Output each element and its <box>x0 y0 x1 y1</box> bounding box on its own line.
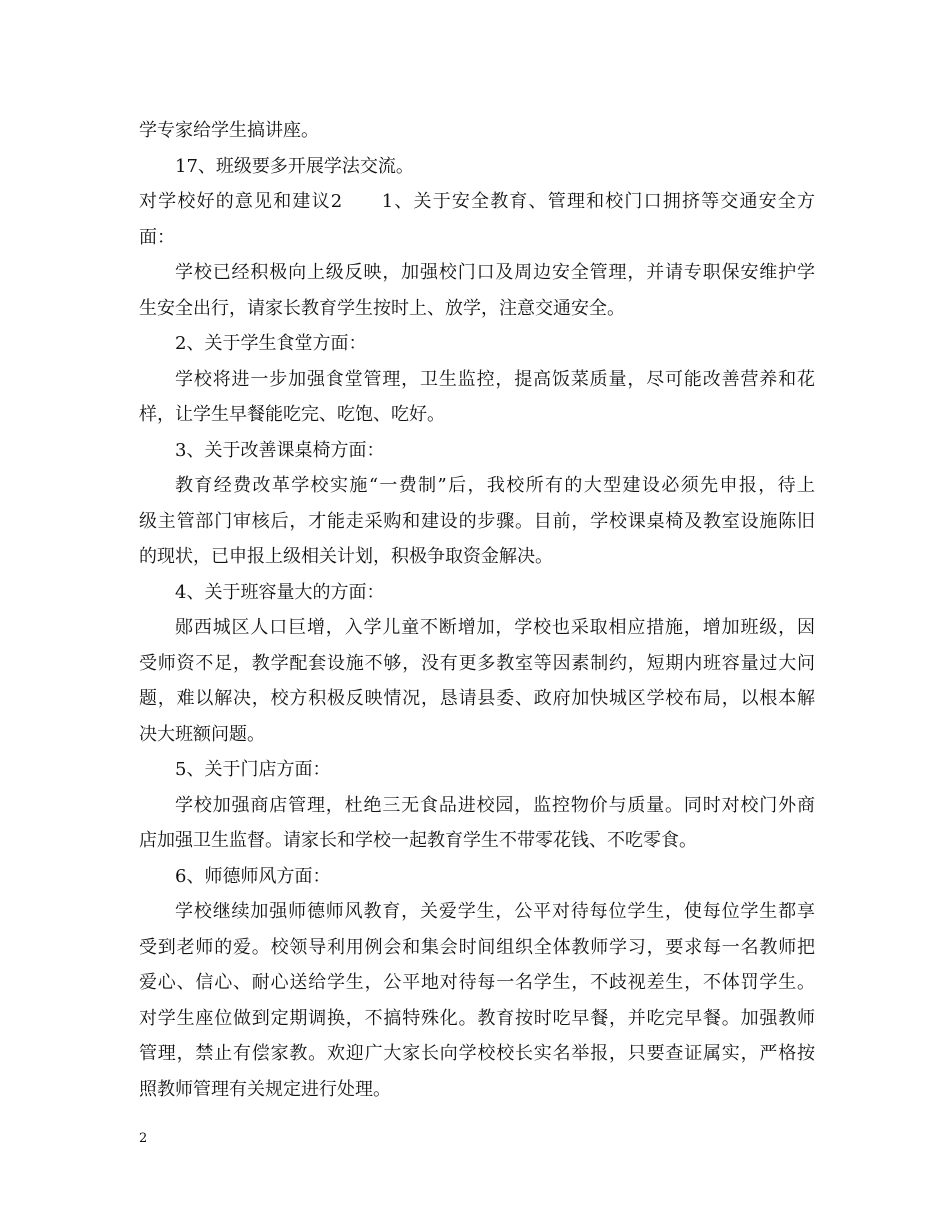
text-line: 学校继续加强师德师风教育，关爱学生，公平对待每位学生，使每位学生都享 <box>175 901 815 922</box>
text-line: 管理，禁止有偿家教。欢迎广大家长向学校校长实名举报，只要查证属实，严格按 <box>139 1043 815 1064</box>
text-line: 爱心、信心、耐心送给学生，公平地对待每一名学生，不歧视差生，不体罚学生。 <box>139 972 815 993</box>
text-line: 郧西城区人口巨增，入学儿童不断增加，学校也采取相应措施，增加班级，因 <box>175 617 815 638</box>
text-line: 受师资不足，教学配套设施不够，没有更多教室等因素制约，短期内班容量过大问 <box>139 652 815 674</box>
text-line: 级主管部门审核后，才能走采购和建设的步骤。目前，学校课桌椅及教室设施陈旧 <box>139 510 815 532</box>
text-line: 3、关于改善课桌椅方面： <box>175 439 385 461</box>
text-line: 的现状，已申报上级相关计划，积极争取资金解决。 <box>139 546 553 567</box>
document-body <box>139 113 815 1107</box>
text-line: 店加强卫生监督。请家长和学校一起教育学生不带零花钱、不吃零食。 <box>139 830 697 851</box>
text-line: 17、班级要多开展学法交流。 <box>175 155 414 177</box>
text-line: 学专家给学生搞讲座。 <box>139 120 319 141</box>
text-line: 教育经费改革学校实施“一费制”后，我校所有的大型建设必须先申报，待上 <box>175 475 815 496</box>
text-line: 学校已经积极向上级反映，加强校门口及周边安全管理，并请专职保安维护学 <box>175 262 815 283</box>
text-line: 对学生座位做到定期调换，不搞特殊化。教育按时吃早餐，并吃完早餐。加强教师 <box>139 1007 815 1029</box>
text-line: 对学校好的意见和建议2 1、关于安全教育、管理和校门口拥挤等交通安全方 <box>139 191 815 212</box>
page-number: 2 <box>139 1131 148 1146</box>
text-line: 照教师管理有关规定进行处理。 <box>139 1078 391 1100</box>
text-line: 学校将进一步加强食堂管理，卫生监控，提高饭菜质量，尽可能改善营养和花 <box>175 368 815 390</box>
text-line: 4、关于班容量大的方面： <box>175 581 385 603</box>
text-line: 面： <box>139 226 175 248</box>
text-line: 样，让学生早餐能吃完、吃饱、吃好。 <box>139 404 445 425</box>
text-line: 5、关于门店方面： <box>175 759 331 780</box>
text-line: 生安全出行，请家长教育学生按时上、放学，注意交通安全。 <box>139 297 625 319</box>
text-line: 题，难以解决，校方积极反映情况，恳请县委、政府加快城区学校布局，以根本解 <box>139 688 815 709</box>
text-line: 6、师德师风方面： <box>175 865 331 887</box>
text-line: 受到老师的爱。校领导利用例会和集会时间组织全体教师学习，要求每一名教师把 <box>139 936 815 958</box>
text-line: 2、关于学生食堂方面： <box>175 333 367 354</box>
text-line: 决大班额问题。 <box>139 723 265 745</box>
text-line: 学校加强商店管理，杜绝三无食品进校园，监控物价与质量。同时对校门外商 <box>175 794 815 816</box>
